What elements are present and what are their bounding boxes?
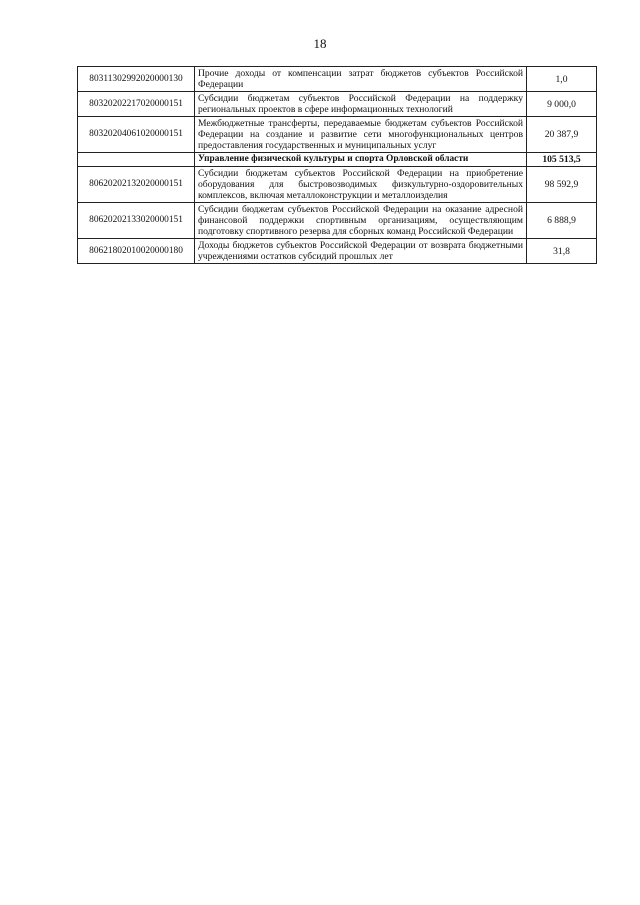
description-cell: Прочие доходы от компенсации затрат бюджетов субъектов Российской Федерации: [195, 67, 527, 92]
budget-code-cell: [78, 153, 195, 167]
table-row: [78, 67, 597, 92]
amount-cell: 98 592,9: [527, 167, 597, 203]
amount-cell: 20 387,9: [527, 117, 597, 153]
table-row: [78, 117, 597, 153]
budget-code-cell: 80621802010020000180: [78, 239, 195, 264]
table-row: [78, 239, 597, 264]
description-cell: Субсидии бюджетам субъектов Российской Федерации на поддержку региональных проектов в сфере информационных технологий: [195, 92, 527, 117]
page-number: 18: [313, 36, 327, 51]
table-row: [78, 92, 597, 117]
section-title-cell: Управление физической культуры и спорта Орловской области: [195, 153, 527, 167]
description-cell: Межбюджетные трансферты, передаваемые бюджетам субъектов Российской Федерации на создание и развитие сети многофункциональных центров предоставления государственных и муниципальных услуг: [195, 117, 527, 153]
budget-code-cell: 80620202133020000151: [78, 203, 195, 239]
budget-code-cell: 80320202217020000151: [78, 92, 195, 117]
budget-code-cell: 80311302992020000130: [78, 67, 195, 92]
description-cell: Доходы бюджетов субъектов Российской Федерации от возврата бюджетными учреждениями остатков субсидий прошлых лет: [195, 239, 527, 264]
table-row: [78, 203, 597, 239]
amount-cell: 6 888,9: [527, 203, 597, 239]
amount-cell: 9 000,0: [527, 92, 597, 117]
section-header-row: [78, 153, 597, 167]
table-row: [78, 167, 597, 203]
section-total-cell: 105 513,5: [527, 153, 597, 167]
amount-cell: 1,0: [527, 67, 597, 92]
budget-code-cell: 80320204061020000151: [78, 117, 195, 153]
budget-code-cell: 80620202132020000151: [78, 167, 195, 203]
amount-cell: 31,8: [527, 239, 597, 264]
description-cell: Субсидии бюджетам субъектов Российской Федерации на приобретение оборудования для быстровозводимых физкультурно-оздоровительных комплексов, включая металлоконструкции и металлоизделия: [195, 167, 527, 203]
revenue-table: [77, 66, 597, 264]
description-cell: Субсидии бюджетам субъектов Российской Федерации на оказание адресной финансовой поддержки спортивным организациям, осуществляющим подготовку спортивного резерва для сборных команд Российской Федерации: [195, 203, 527, 239]
